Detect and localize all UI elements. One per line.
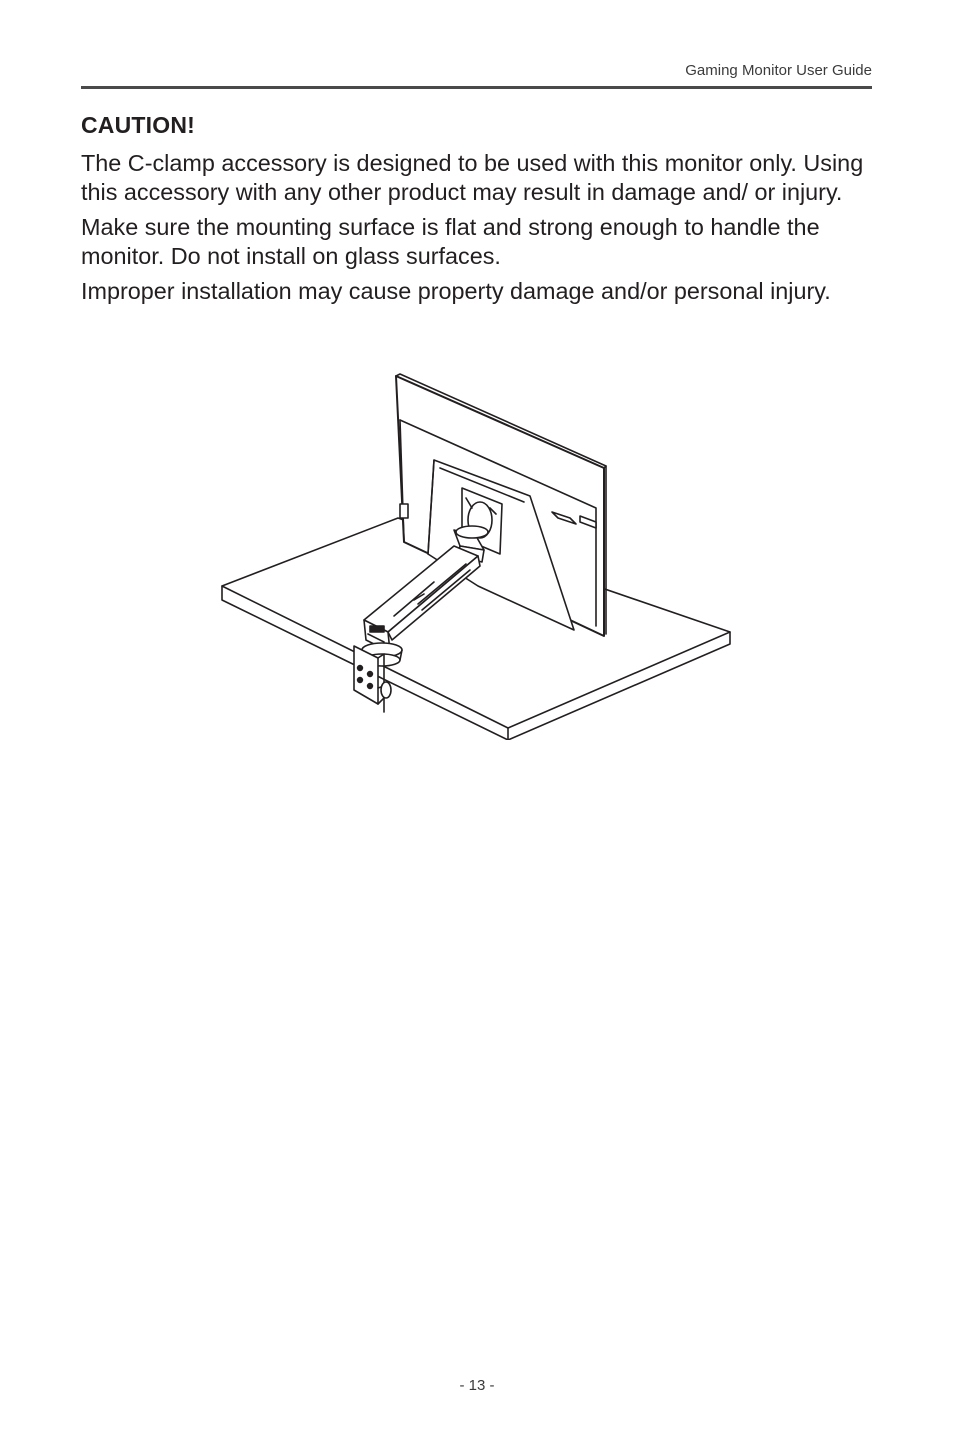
monitor-c-clamp-illustration — [218, 368, 738, 740]
paragraph-improper-installation: Improper installation may cause property damage and/or personal injury. — [81, 278, 831, 304]
paragraph-mounting-surface: Make sure the mounting surface is flat and strong enough to handle the monitor. Do not install on glass surfaces. — [81, 214, 820, 269]
content-section — [81, 112, 876, 312]
paragraph-c-clamp-usage: The C-clamp accessory is designed to be used with this monitor only. Using this accessory with any other product may result in damage and/ or injury. — [81, 150, 864, 205]
page-number: - 13 - — [459, 1377, 495, 1394]
caution-heading: CAUTION! — [81, 112, 196, 138]
page-header-title: Gaming Monitor User Guide — [685, 62, 872, 79]
header-rule — [81, 86, 872, 89]
